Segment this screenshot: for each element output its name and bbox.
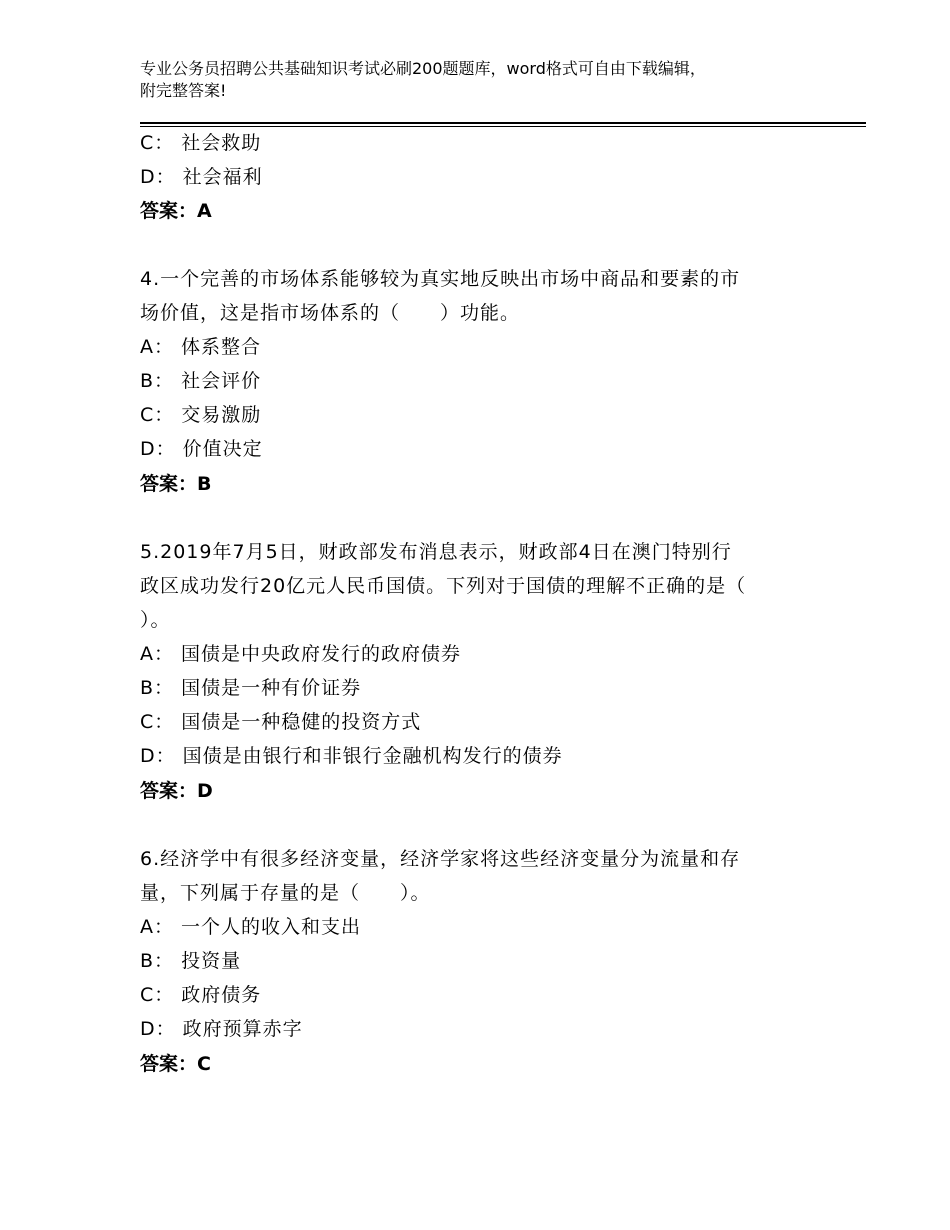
q5-option-a: A： 国债是中央政府发行的政府债券 [140, 643, 462, 665]
q5-option-d: D： 国债是由银行和非银行金融机构发行的债券 [140, 745, 563, 767]
q5-option-c: C： 国债是一种稳健的投资方式 [140, 711, 422, 733]
header-rule-thick [140, 122, 866, 124]
q5-option-b: B： 国债是一种有价证券 [140, 677, 362, 699]
q5-stem-line-2: 政区成功发行20亿元人民币国债。下列对于国债的理解不正确的是（ [140, 575, 747, 597]
q4-stem-line-1: 4.一个完善的市场体系能够较为真实地反映出市场中商品和要素的市 [140, 268, 741, 290]
q6-option-b: B： 投资量 [140, 950, 242, 972]
page-header [140, 58, 840, 102]
q4-option-c: C： 交易激励 [140, 404, 262, 426]
q5-stem-line-1: 5.2019年7月5日，财政部发布消息表示，财政部4日在澳门特别行 [140, 541, 732, 563]
q4-answer: 答案：B [140, 473, 212, 495]
q6-option-d: D： 政府预算赤字 [140, 1018, 303, 1040]
q6-stem-line-2: 量，下列属于存量的是（ ）。 [140, 882, 431, 904]
q4-stem-line-2: 场价值，这是指市场体系的（ ）功能。 [140, 302, 521, 324]
q3-option-d: D： 社会福利 [140, 166, 263, 188]
q3-answer: 答案：A [140, 200, 212, 222]
q6-stem-line-1: 6.经济学中有很多经济变量，经济学家将这些经济变量分为流量和存 [140, 848, 741, 870]
header-line-2: 附完整答案! [140, 81, 227, 100]
header-line-1: 专业公务员招聘公共基础知识考试必刷200题题库，word格式可自由下载编辑， [140, 59, 706, 78]
q5-answer: 答案：D [140, 780, 213, 802]
q4-option-d: D： 价值决定 [140, 438, 263, 460]
q3-option-c: C： 社会救助 [140, 132, 262, 154]
q6-answer: 答案：C [140, 1053, 211, 1075]
q4-option-a: A： 体系整合 [140, 336, 262, 358]
q5-stem-line-3: ）。 [140, 609, 171, 631]
q6-option-c: C： 政府债务 [140, 984, 262, 1006]
q4-option-b: B： 社会评价 [140, 370, 262, 392]
q6-option-a: A： 一个人的收入和支出 [140, 916, 362, 938]
